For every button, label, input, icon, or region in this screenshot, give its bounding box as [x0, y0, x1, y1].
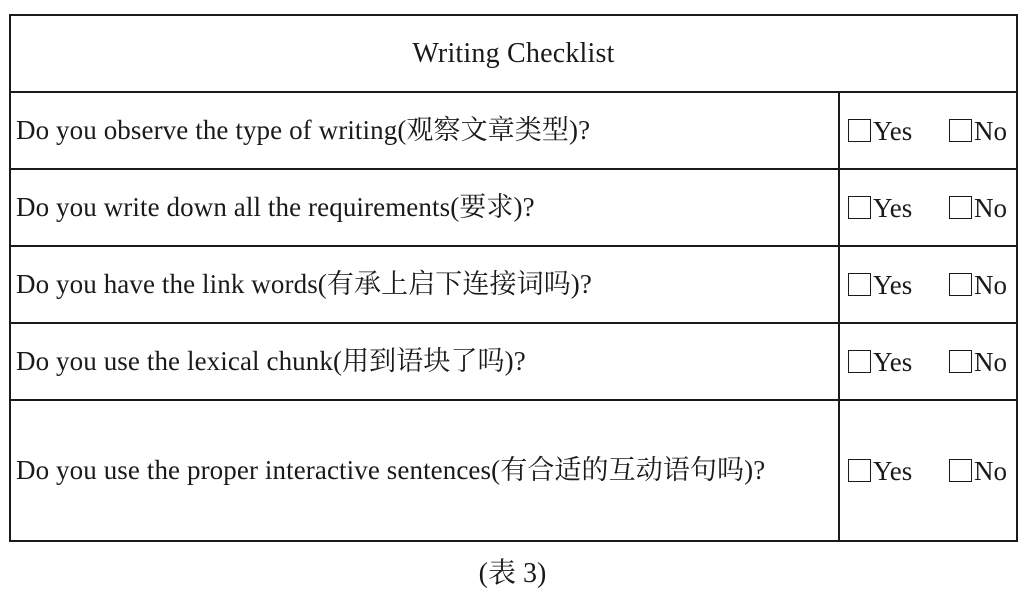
no-option[interactable] — [949, 193, 1007, 223]
answer-cell — [840, 93, 1016, 168]
question-cell — [11, 324, 840, 399]
table-caption: (表 3) — [478, 558, 547, 589]
checklist-row — [11, 93, 1016, 170]
question-text: Do you use the proper interactive sentences(有合适的互动语句吗)? — [16, 455, 766, 485]
no-label: No — [974, 192, 1007, 223]
no-label: No — [974, 115, 1007, 146]
writing-checklist-table — [9, 14, 1018, 542]
question-cell — [11, 247, 840, 322]
no-option[interactable] — [949, 347, 1007, 377]
no-checkbox[interactable] — [949, 196, 972, 219]
question-cell — [11, 93, 840, 168]
no-checkbox[interactable] — [949, 459, 972, 482]
no-checkbox[interactable] — [949, 350, 972, 373]
yes-checkbox[interactable] — [848, 350, 871, 373]
no-option[interactable] — [949, 456, 1007, 486]
checklist-row — [11, 170, 1016, 247]
yes-checkbox[interactable] — [848, 196, 871, 219]
no-checkbox[interactable] — [949, 119, 972, 142]
question-text: Do you write down all the requirements(要求)? — [16, 192, 535, 222]
answer-cell — [840, 247, 1016, 322]
yes-checkbox[interactable] — [848, 119, 871, 142]
yes-option[interactable] — [848, 270, 912, 300]
question-cell — [11, 401, 840, 540]
yes-label: Yes — [873, 346, 913, 377]
answer-cell — [840, 170, 1016, 245]
yes-option[interactable] — [848, 347, 912, 377]
checklist-row — [11, 401, 1016, 540]
yes-checkbox[interactable] — [848, 273, 871, 296]
question-text: Do you have the link words(有承上启下连接词吗)? — [16, 269, 592, 299]
yes-label: Yes — [873, 115, 913, 146]
question-text: Do you observe the type of writing(观察文章类型)? — [16, 115, 591, 145]
no-checkbox[interactable] — [949, 273, 972, 296]
checklist-row — [11, 247, 1016, 324]
checklist-row — [11, 324, 1016, 401]
no-option[interactable] — [949, 270, 1007, 300]
yes-label: Yes — [873, 269, 913, 300]
yes-option[interactable] — [848, 193, 912, 223]
yes-option[interactable] — [848, 456, 912, 486]
yes-option[interactable] — [848, 116, 912, 146]
yes-label: Yes — [873, 455, 913, 486]
question-cell — [11, 170, 840, 245]
table-title: Writing Checklist — [11, 16, 1016, 93]
answer-cell — [840, 324, 1016, 399]
answer-cell — [840, 401, 1016, 540]
question-text: Do you use the lexical chunk(用到语块了吗)? — [16, 346, 526, 376]
yes-label: Yes — [873, 192, 913, 223]
yes-checkbox[interactable] — [848, 459, 871, 482]
no-label: No — [974, 269, 1007, 300]
no-option[interactable] — [949, 116, 1007, 146]
no-label: No — [974, 455, 1007, 486]
no-label: No — [974, 346, 1007, 377]
